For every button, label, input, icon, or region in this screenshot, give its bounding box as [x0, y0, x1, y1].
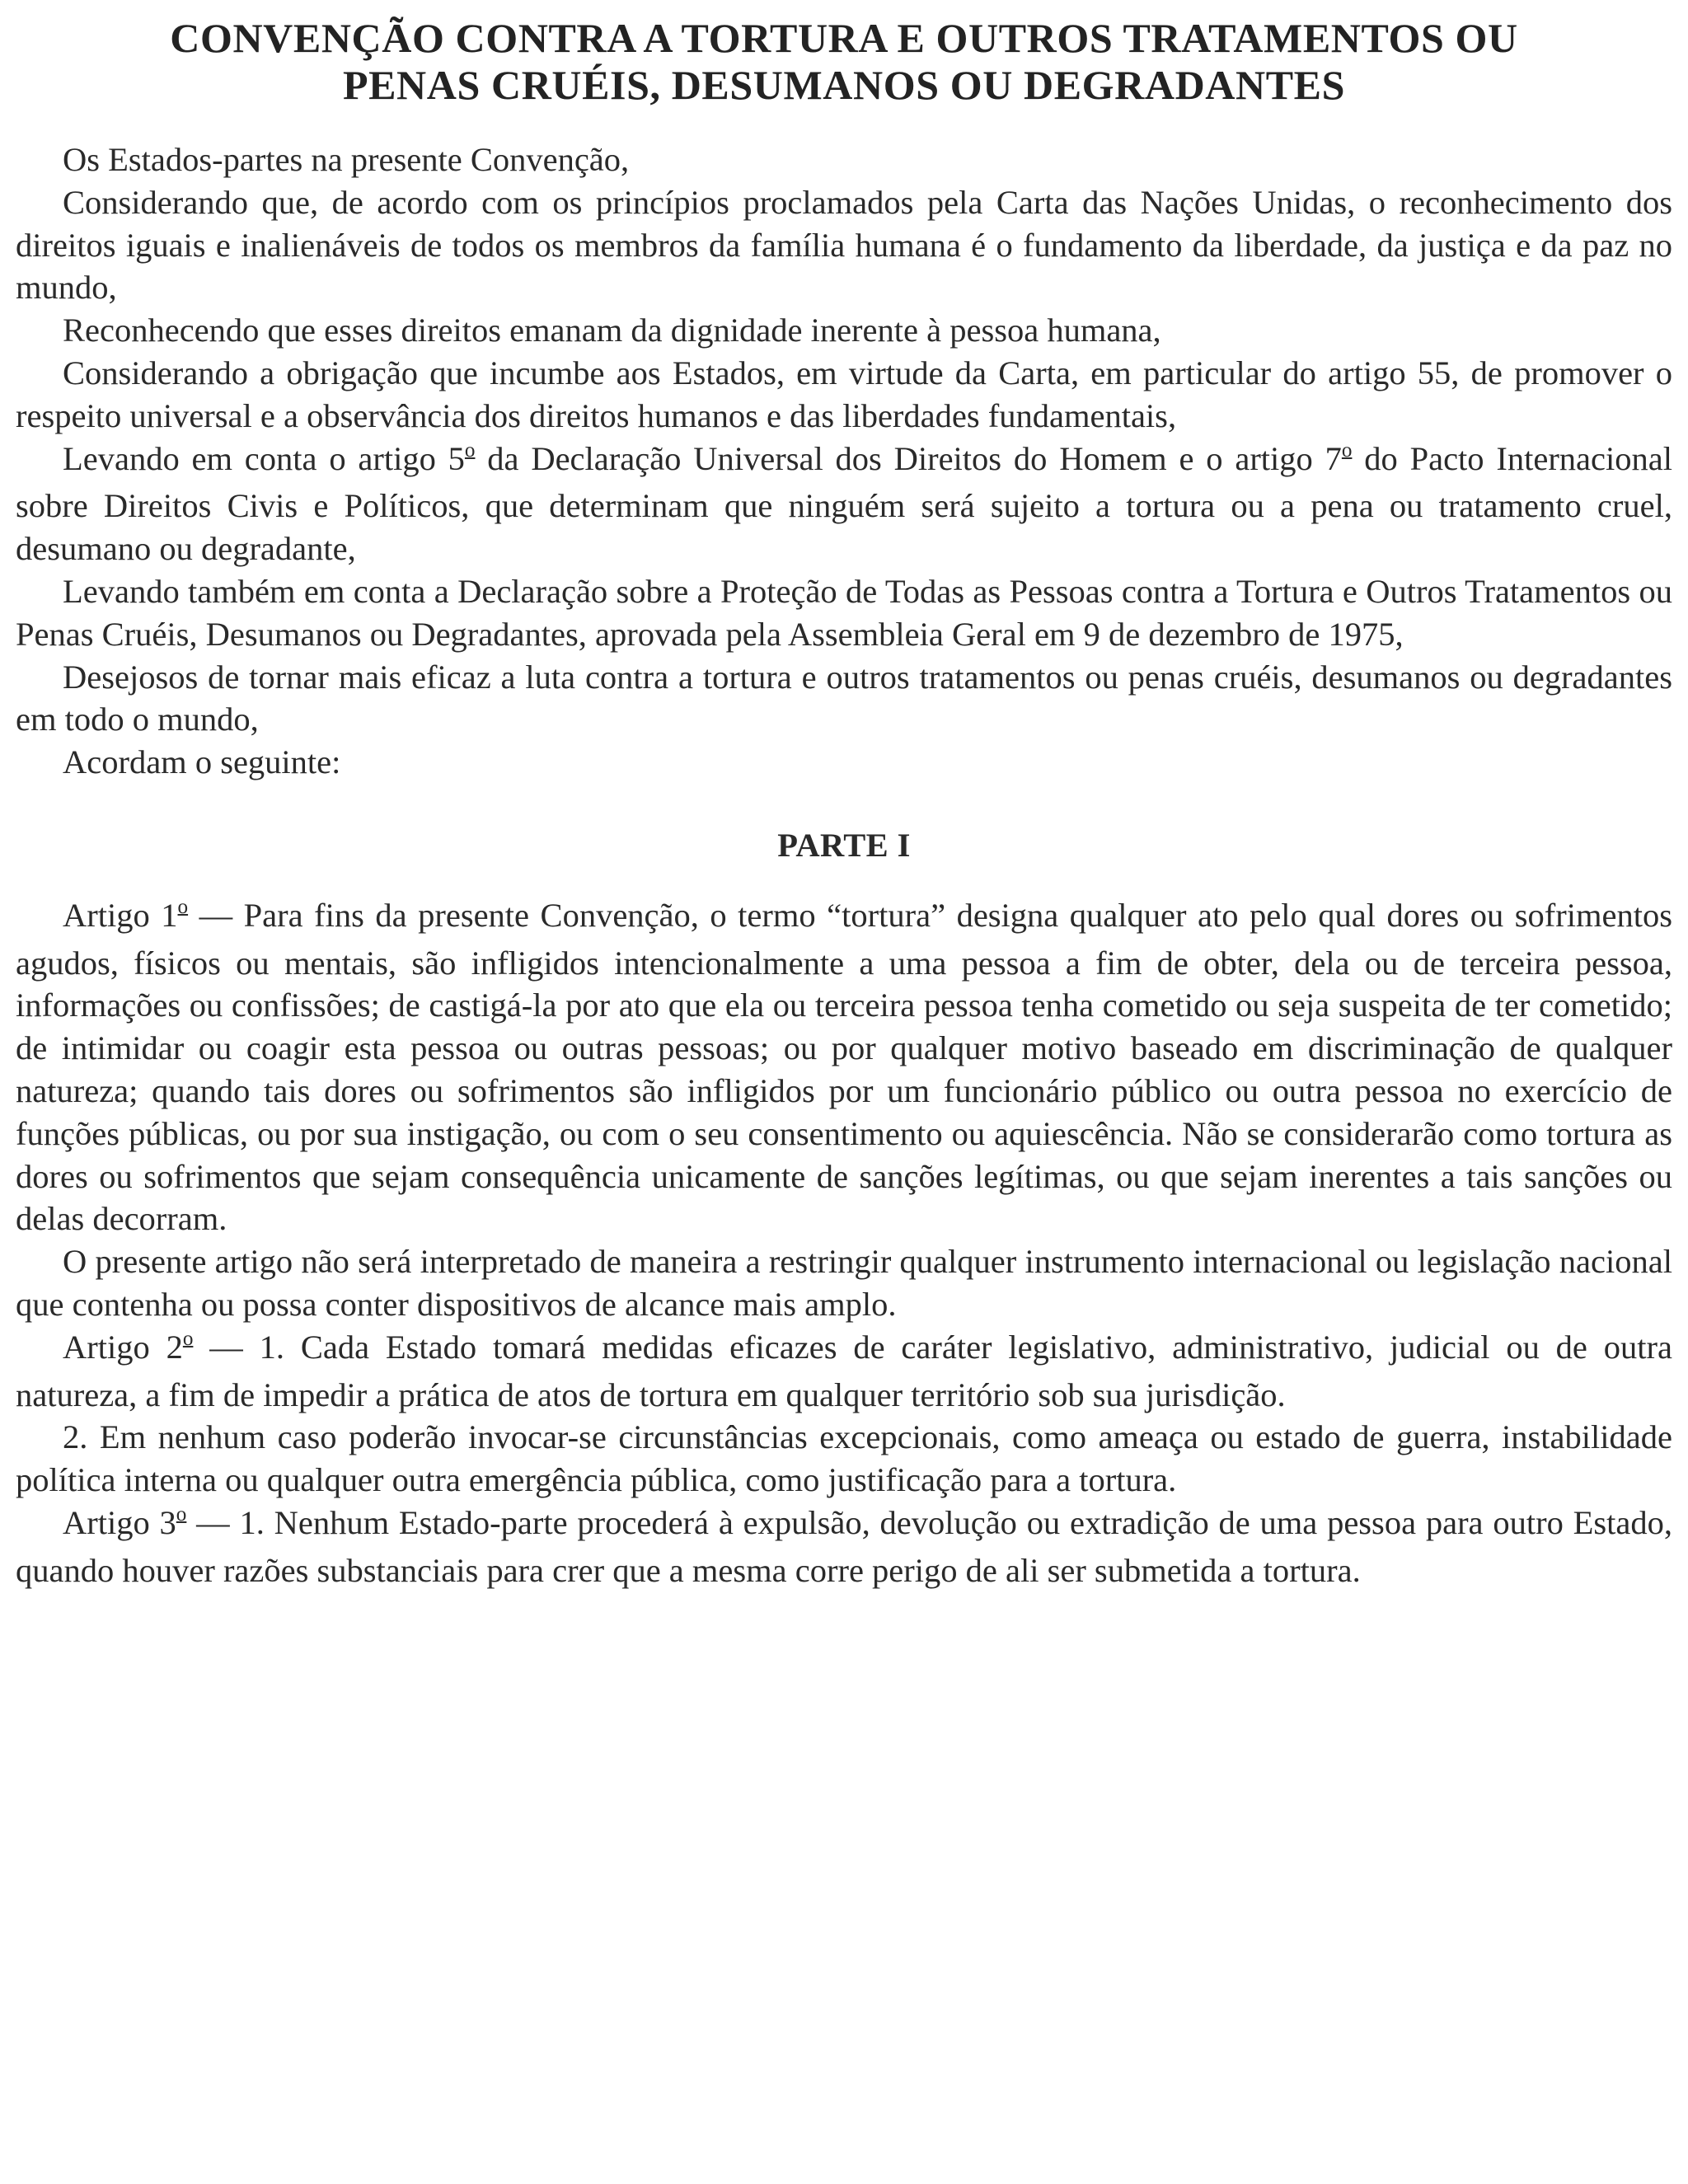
ordinal-superscript: o — [182, 1328, 194, 1351]
preamble-paragraph-4: Considerando a obrigação que incumbe aos Estados, em virtude da Carta, em particular do artigo 55, de promover o respeito universal e a observância dos direitos humanos e das liberdades fundamentais, — [16, 354, 1672, 434]
preamble-paragraph-5 — [16, 438, 1672, 570]
document-title — [16, 15, 1672, 109]
preamble-paragraph-6: Levando também em conta a Declaração sobre a Proteção de Todas as Pessoas contra a Tortura e Outros Tratamentos ou Penas Cruéis, Desumanos ou Degradantes, aprovada pela Assembleia Geral em 9 de dezembro de 1975, — [16, 572, 1672, 653]
ordinal-superscript: o — [176, 1503, 187, 1526]
ordinal-superscript: o — [1341, 439, 1353, 462]
ordinal-superscript: o — [464, 439, 476, 462]
title-line-2: PENAS CRUÉIS, DESUMANOS OU DEGRADANTES — [342, 62, 1346, 108]
preamble-paragraph-7: Desejosos de tornar mais eficaz a luta contra a tortura e outros tratamentos ou penas cruéis, desumanos ou degradantes em todo o mundo, — [16, 658, 1672, 738]
article-1-text: — Para fins da presente Convenção, o termo “tortura” designa qualquer ato pelo qual dores ou sofrimentos agudos, físicos ou mentais, são infligidos intencionalmente a uma pessoa a fim de obter, dela ou de terceira pessoa, informações ou confissões; de castigá-la por ato que ela ou terceira pessoa tenha cometido ou seja suspeita de ter cometido; de intimidar ou coagir esta pessoa ou outras pessoas; ou por qualquer motivo baseado em discriminação de qualquer natureza; quando tais dores ou sofrimentos são infligidos por um funcionário público ou outra pessoa no exercício de funções públicas, ou por sua instigação, ou com o seu consentimento ou aquiescência. Não se considerarão como tortura as dores ou sofrimentos que sejam consequência unicamente de sanções legítimas, ou que sejam inerentes a tais sanções ou delas decorram. — [16, 896, 1672, 1238]
preamble-paragraph-8: Acordam o seguinte: — [63, 743, 341, 781]
article-1-lead: Artigo 1 — [63, 896, 178, 934]
article-3-lead: Artigo 3 — [63, 1503, 176, 1541]
preamble-5-part-b: da Declaração Universal dos Direitos do Homem e o artigo 7 — [475, 439, 1342, 477]
article-3-paragraph — [16, 1502, 1672, 1592]
document-body — [16, 138, 1672, 1592]
article-2-paragraph — [16, 1326, 1672, 1417]
preamble-5-part-a: Levando em conta o artigo 5 — [63, 439, 465, 477]
title-line-1: CONVENÇÃO CONTRA A TORTURA E OUTROS TRATAMENTOS OU — [170, 15, 1518, 61]
preamble-paragraph-3: Reconhecendo que esses direitos emanam da dignidade inerente à pessoa humana, — [63, 312, 1161, 349]
article-2-paragraph-2: 2. Em nenhum caso poderão invocar-se circunstâncias excepcionais, como ameaça ou estado de guerra, instabilidade política interna ou qualquer outra emergência pública, como justificação para a tortura. — [16, 1418, 1672, 1499]
preamble-5-part-c: do Pacto Internacional sobre Direitos Civis e Políticos, que determinam que ninguém será sujeito a tortura ou a pena ou tratamento cruel, desumano ou degradante, — [16, 439, 1672, 568]
article-2-lead: Artigo 2 — [63, 1328, 183, 1366]
part-heading: PARTE I — [777, 826, 911, 864]
preamble-paragraph-1: Os Estados-partes na presente Convenção, — [63, 141, 630, 178]
article-2-text: — 1. Cada Estado tomará medidas eficazes de caráter legislativo, administrativo, judicial ou de outra natureza, a fim de impedir a prática de atos de tortura em qualquer território sob sua jurisdição. — [16, 1328, 1672, 1413]
article-3-text: — 1. Nenhum Estado-parte procederá à expulsão, devolução ou extradição de uma pessoa para outro Estado, quando houver razões substanciais para crer que a mesma corre perigo de ali ser submetida a tortura. — [16, 1503, 1672, 1589]
ordinal-superscript: o — [177, 896, 189, 919]
article-1-paragraph-2: O presente artigo não será interpretado de maneira a restringir qualquer instrumento internacional ou legislação nacional que contenha ou possa conter dispositivos de alcance mais amplo. — [16, 1243, 1672, 1323]
preamble-paragraph-2: Considerando que, de acordo com os princípios proclamados pela Carta das Nações Unidas, o reconhecimento dos direitos iguais e inalienáveis de todos os membros da família humana é o fundamento da liberdade, da justiça e da paz no mundo, — [16, 183, 1672, 307]
article-1-paragraph — [16, 894, 1672, 1240]
